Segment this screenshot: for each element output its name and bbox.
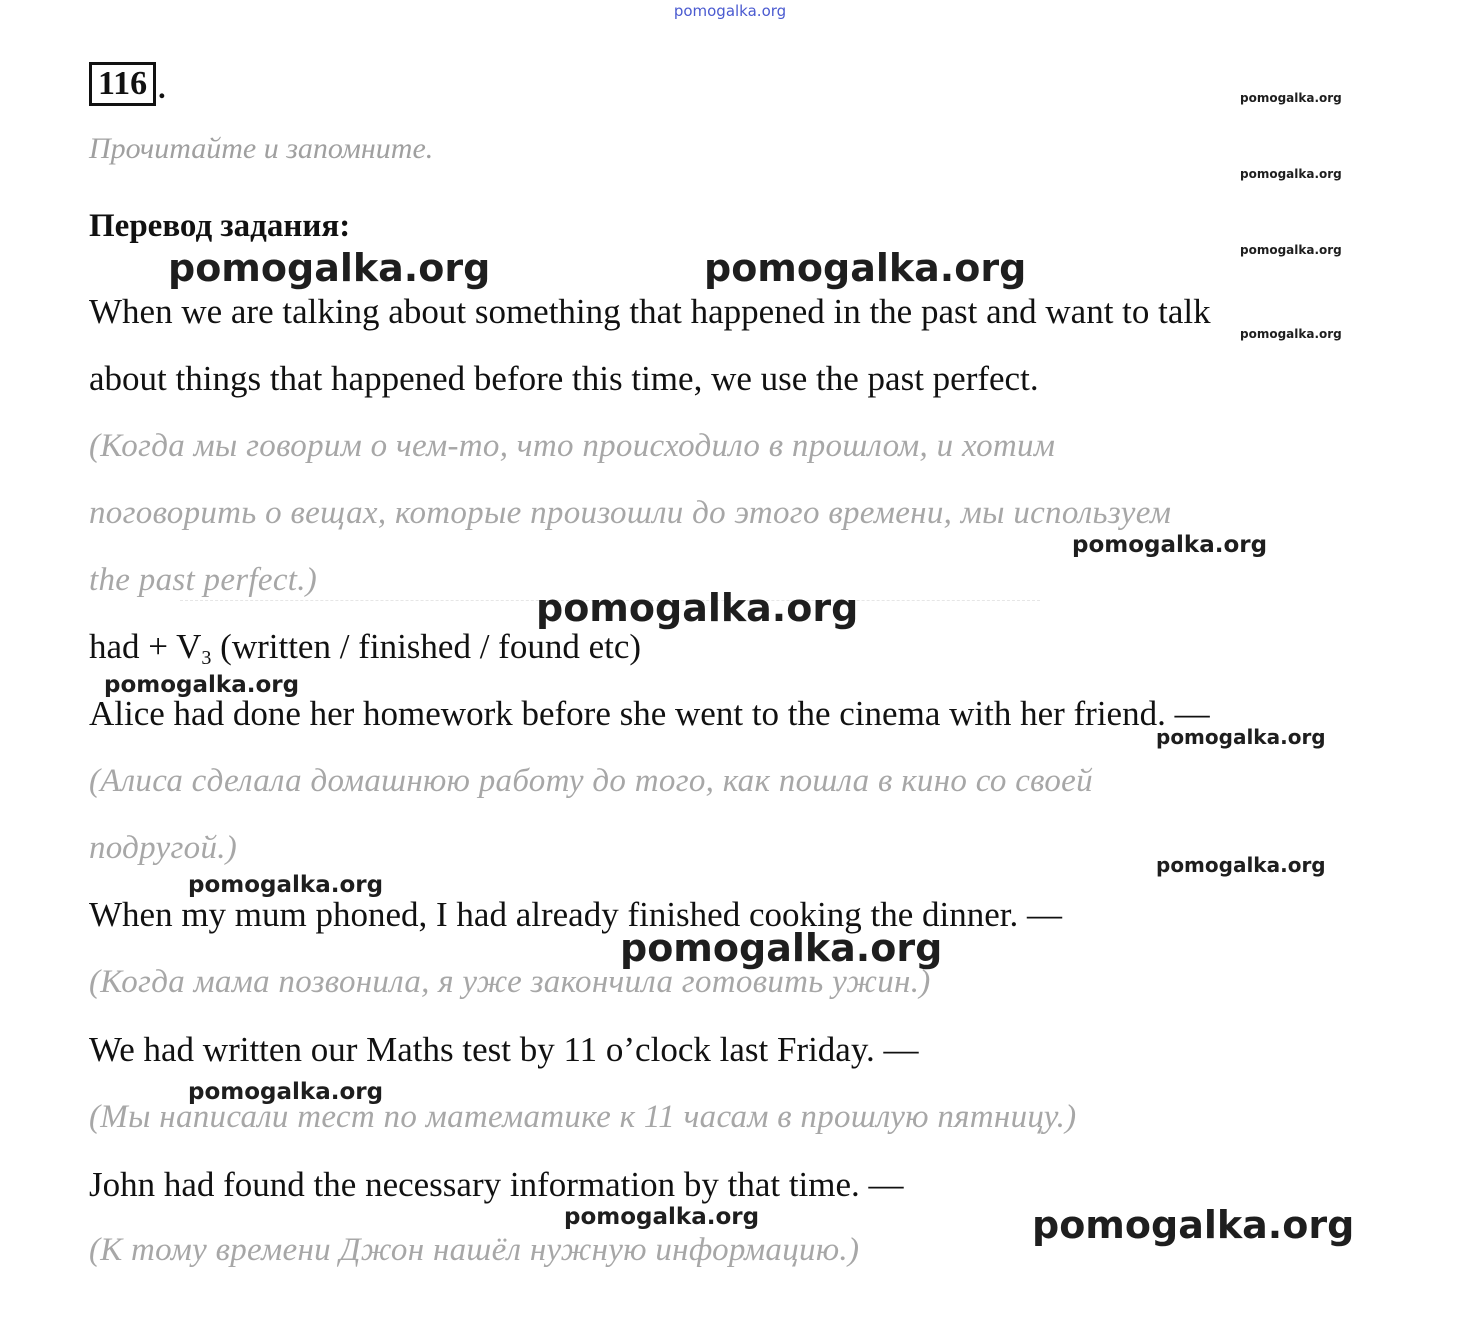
watermark-medium: pomogalka.org bbox=[188, 872, 384, 898]
formula-suffix: (written / finished / found etc) bbox=[211, 627, 642, 666]
watermark-large: pomogalka.org bbox=[1032, 1203, 1355, 1247]
example-1-ru-line-2: подругой.) bbox=[89, 830, 238, 866]
example-1-ru-line-1: (Алиса сделала домашнюю работу до того, как пошла в кино со своей bbox=[89, 763, 1093, 799]
watermark-large: pomogalka.org bbox=[168, 246, 491, 290]
watermark-large: pomogalka.org bbox=[620, 926, 943, 970]
example-2-en: When my mum phoned, I had already finished cooking the dinner. — bbox=[89, 895, 1062, 934]
task-number-dot: . bbox=[158, 72, 166, 105]
rule-en-line-1: When we are talking about something that happened in the past and want to talk bbox=[89, 292, 1211, 331]
rule-ru-line-3: the past perfect.) bbox=[89, 562, 318, 598]
task-number bbox=[89, 62, 166, 106]
example-3-ru: (Мы написали тест по математике к 11 часам в прошлую пятницу.) bbox=[89, 1099, 1077, 1135]
instruction-text: Прочитайте и запомните. bbox=[89, 132, 434, 165]
top-site-link[interactable]: pomogalka.org bbox=[673, 2, 787, 20]
watermark-medium: pomogalka.org bbox=[1156, 725, 1326, 749]
example-4-en: John had found the necessary information by that time. — bbox=[89, 1165, 904, 1204]
watermark-medium: pomogalka.org bbox=[104, 672, 300, 698]
example-1-en: Alice had done her homework before she went to the cinema with her friend. — bbox=[89, 694, 1210, 733]
formula-prefix: had + V bbox=[89, 627, 202, 666]
watermark-large: pomogalka.org bbox=[704, 246, 1027, 290]
watermark-medium: pomogalka.org bbox=[1156, 853, 1326, 877]
watermark-medium: pomogalka.org bbox=[1072, 532, 1268, 558]
rule-ru-line-1: (Когда мы говорим о чем-то, что происходило в прошлом, и хотим bbox=[89, 428, 1056, 464]
example-3-en: We had written our Maths test by 11 o’clock last Friday. — bbox=[89, 1030, 919, 1069]
translation-heading: Перевод задания: bbox=[89, 208, 351, 244]
example-4-ru: (К тому времени Джон нашёл нужную информацию.) bbox=[89, 1232, 860, 1268]
watermark-small: pomogalka.org bbox=[1240, 327, 1342, 341]
watermark-small: pomogalka.org bbox=[1240, 243, 1342, 257]
rule-en-line-2: about things that happened before this time, we use the past perfect. bbox=[89, 359, 1039, 398]
watermark-medium: pomogalka.org bbox=[188, 1079, 384, 1105]
rule-ru-line-2: поговорить о вещах, которые произошли до этого времени, мы используем bbox=[89, 495, 1172, 531]
formula-subscript: 3 bbox=[201, 647, 212, 669]
watermark-small: pomogalka.org bbox=[1240, 167, 1342, 181]
formula bbox=[89, 627, 641, 670]
watermark-small: pomogalka.org bbox=[1240, 91, 1342, 105]
example-2-ru: (Когда мама позвонила, я уже закончила готовить ужин.) bbox=[89, 964, 931, 1000]
watermark-large: pomogalka.org bbox=[536, 586, 859, 630]
task-number-box: 116 bbox=[89, 62, 156, 106]
watermark-medium: pomogalka.org bbox=[564, 1204, 760, 1230]
